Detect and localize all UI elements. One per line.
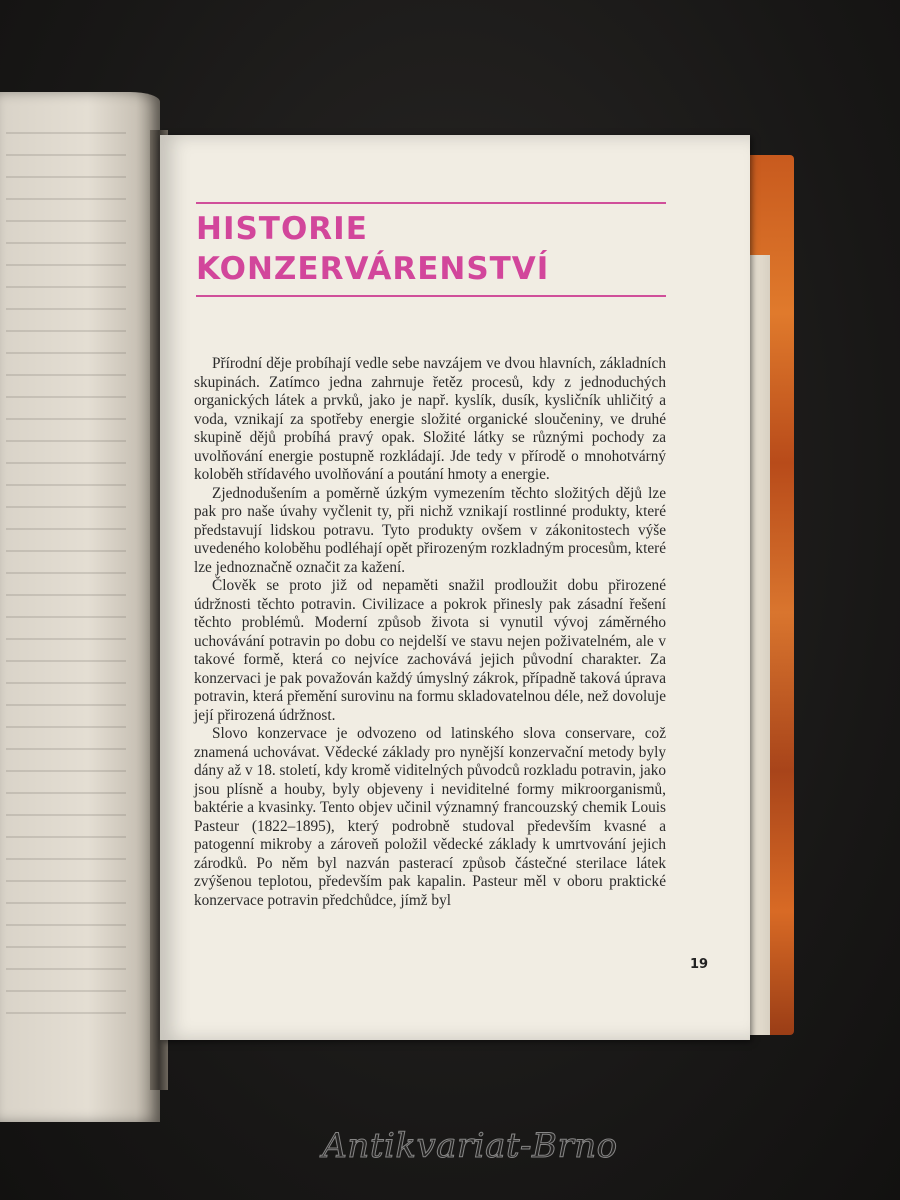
title-rule-top xyxy=(196,202,666,204)
left-page-text-shadow xyxy=(6,132,126,1032)
chapter-title-line-1: HISTORIE xyxy=(196,211,368,247)
title-rule-bottom xyxy=(196,295,666,297)
watermark: Antikvariat-Brno xyxy=(322,1126,618,1166)
chapter-title-line-2: KONZERVÁRENSTVÍ xyxy=(196,251,550,287)
paragraph: Přírodní děje probíhají vedle sebe navzájem ve dvou hlavních, základních skupinách. Zatímco jedna zahrnuje řetěz procesů, kdy z jednoduchých organických látek a prvků, jako je např. kyslík, dusík, kysličník uhličitý a voda, vznikají za spotřeby energie složité organické sloučeniny, ve druhé skupině dějů probíhá pravý opak. Složité látky se různými pochody za uvolňování energie postupně rozkládají. Jde tedy v přírodě o mnohotvárný koloběh střídavého uvolňování a poutání hmoty a energie. xyxy=(194,355,666,483)
book-cover-edge xyxy=(750,155,794,1035)
chapter-title xyxy=(196,209,676,289)
page-block-edge xyxy=(750,255,770,1035)
body-text xyxy=(194,355,666,910)
page-number: 19 xyxy=(690,957,709,972)
left-page xyxy=(0,92,160,1122)
paragraph: Zjednodušením a poměrně úzkým vymezením těchto složitých dějů lze pak pro naše úvahy vyčlenit ty, při nichž vznikají rostlinné produkty, které představují lidskou potravu. Tyto produkty ovšem v zákonitostech výše uvedeného koloběhu podléhají opět přirozeným rozkladným procesům, které lze jednoznačně označit za kažení. xyxy=(194,484,666,576)
right-page xyxy=(160,135,750,1040)
paragraph: Slovo konzervace je odvozeno od latinského slova conservare, což znamená uchovávat. Vědecké základy pro nynější konzervační metody byly dány až v 18. století, kdy kromě viditelných původců rozkladu potravin, jako jsou plísně a houby, byly objeveny i neviditelné formy mikroorganismů, baktérie a kvasinky. Tento objev učinil významný francouzský chemik Louis Pasteur (1822–1895), který podrobně studoval především kvasné a patogenní mikroby a zároveň položil vědecké základy k umrtvování jejich zárodků. Po něm byl nazván pasterací způsob částečné sterilace látek zvýšenou teplotou, především pak kapalin. Pasteur měl v oboru praktické konzervace potravin předchůdce, jímž byl xyxy=(194,725,666,909)
paragraph: Člověk se proto již od nepaměti snažil prodloužit dobu přirozené údržnosti těchto potravin. Civilizace a pokrok přinesly pak zásadní řešení těchto problémů. Moderní způsob života si vynutil vývoj záměrného uchovávání potravin po dobu co nejdelší ve stavu nejen poživatelném, ale v takové formě, která co nejvíce zachovává jejich původní charakter. Za konzervaci je pak považován každý úmyslný zákrok, případně taková úprava potravin, která přemění surovinu na formu skladovatelnou déle, než dovoluje její přirozená údržnost. xyxy=(194,577,666,724)
